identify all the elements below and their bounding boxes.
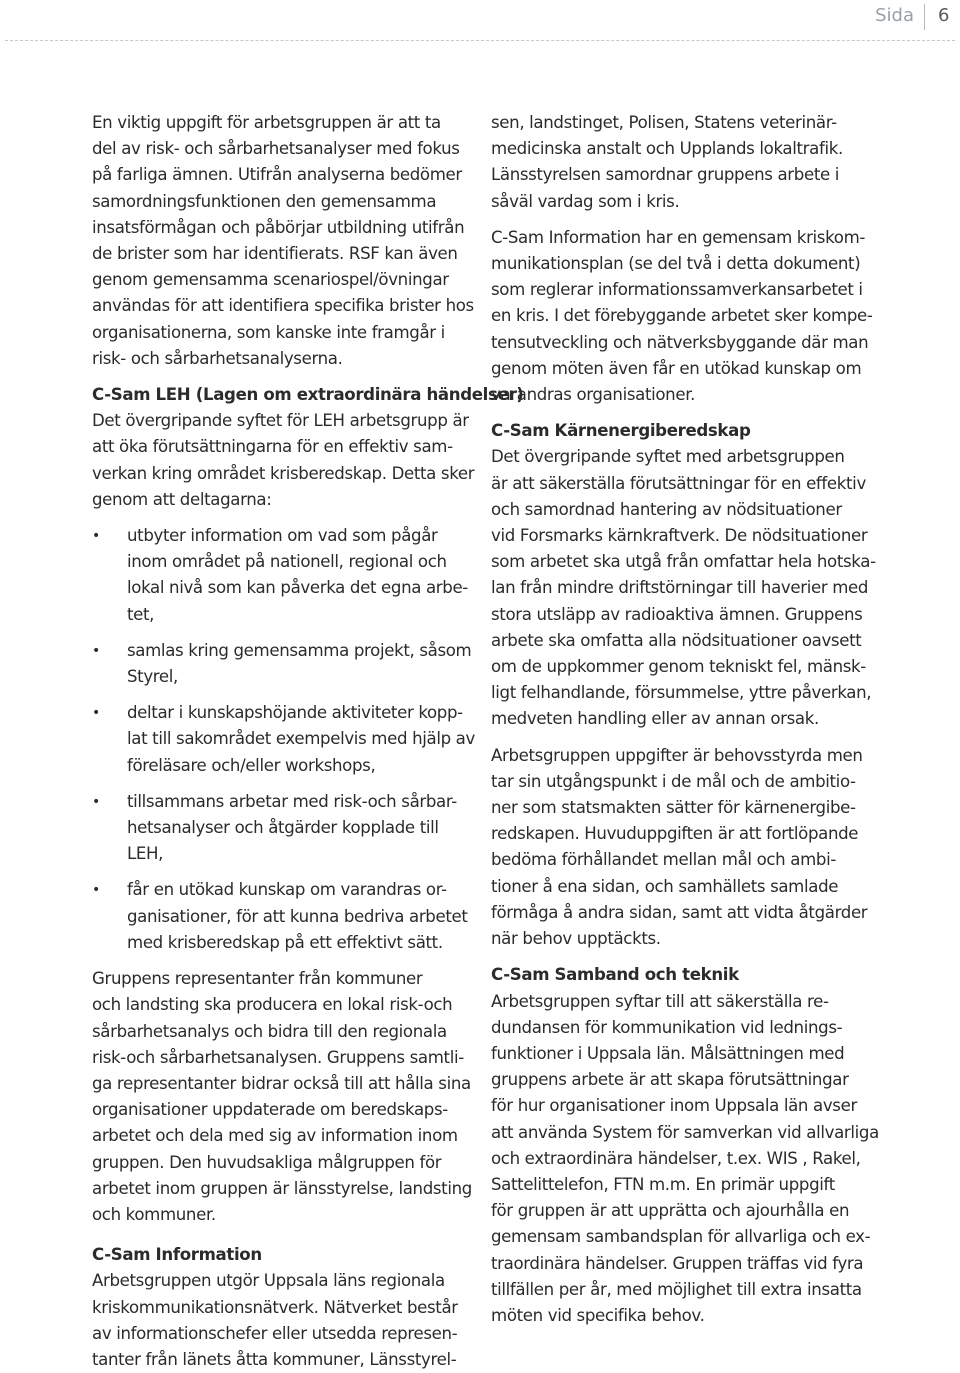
bullet-item bbox=[92, 700, 477, 779]
text-line: risk-och sårbarhetsanalysen. Gruppens samtli- bbox=[92, 1047, 464, 1067]
text-line: gruppens arbete är att skapa förutsättningar bbox=[491, 1070, 849, 1090]
text-line: utbyter information om vad som pågår bbox=[127, 526, 438, 546]
text-line: En viktig uppgift för arbetsgruppen är att ta bbox=[92, 113, 441, 132]
bullet-item bbox=[92, 877, 477, 956]
header-divider bbox=[924, 4, 925, 30]
text-line: sårbarhetsanalys och bidra till den regionala bbox=[92, 1021, 447, 1041]
text-line: möten vid specifika behov. bbox=[491, 1305, 705, 1325]
bullet-item bbox=[92, 638, 477, 690]
text-line: samlas kring gemensamma projekt, såsom bbox=[127, 640, 472, 660]
left-column bbox=[92, 110, 524, 1373]
text-line: sen, landstinget, Polisen, Statens veterinär- bbox=[491, 113, 837, 132]
text-line: som arbetet ska utgå från omfattar hela hotska- bbox=[491, 552, 876, 572]
text-line: om de uppkommer genom tekniskt fel, mänsk- bbox=[491, 657, 866, 677]
leh-paragraph bbox=[92, 408, 477, 513]
text-line: Gruppens representanter från kommuner bbox=[92, 969, 423, 989]
bullet-item bbox=[92, 523, 477, 628]
text-line: när behov upptäckts. bbox=[491, 929, 661, 949]
text-line: ganisationer, för att kunna bedriva arbetet bbox=[127, 906, 468, 926]
text-line: ligt felhandlande, försummelse, yttre påverkan, bbox=[491, 683, 872, 703]
text-line: bedöma förhållandet mellan mål och ambi- bbox=[491, 850, 836, 870]
bullet-mark: • bbox=[92, 705, 100, 722]
text-line: verkan kring området krisberedskap. Detta sker bbox=[92, 463, 475, 483]
text-line: deltar i kunskapshöjande aktiviteter kopp- bbox=[127, 703, 463, 723]
text-line: lokal nivå som kan påverka det egna arbe- bbox=[127, 578, 468, 598]
text-line: samordningsfunktionen den gemensamma bbox=[92, 191, 437, 211]
text-line: arbete ska omfatta alla nödsituationer oavsett bbox=[491, 630, 862, 650]
text-line: C-Sam Information har en gemensam kriskom- bbox=[491, 227, 866, 247]
text-line: LEH, bbox=[127, 844, 164, 864]
text-line: Arbetsgruppen uppgifter är behovsstyrda men bbox=[491, 745, 863, 765]
text-line: tar sin utgångspunkt i de mål och de ambitio- bbox=[491, 771, 856, 791]
karnenergi-paragraph bbox=[491, 444, 876, 732]
text-line: och landsting ska producera en lokal risk-och bbox=[92, 995, 453, 1015]
group-paragraph bbox=[92, 966, 477, 1228]
information-paragraph bbox=[92, 1268, 477, 1373]
text-line: genom att deltagarna: bbox=[92, 489, 272, 509]
text-line: funktioner i Uppsala län. Målsättningen med bbox=[491, 1043, 845, 1063]
text-line: tet, bbox=[127, 604, 155, 624]
text-line: Arbetsgruppen utgör Uppsala läns regionala bbox=[92, 1271, 445, 1291]
text-line: gemensam sambandsplan för allvarliga och ex- bbox=[491, 1227, 871, 1247]
text-line: genom möten även får en utökad kunskap om bbox=[491, 358, 862, 378]
text-line: redskapen. Huvuduppgiften är att fortlöpande bbox=[491, 824, 859, 844]
text-line: för hur organisationer inom Uppsala län avser bbox=[491, 1096, 857, 1116]
text-line: del av risk- och sårbarhetsanalyser med fokus bbox=[92, 139, 460, 159]
text-line: medveten handling eller av annan orsak. bbox=[491, 709, 819, 729]
karnenergi-tasks-paragraph bbox=[491, 743, 876, 953]
text-line: organisationer uppdaterade om beredskaps- bbox=[92, 1100, 448, 1120]
page-number: 6 bbox=[938, 5, 950, 26]
text-line: för gruppen är att upprätta och ajourhålla en bbox=[491, 1201, 850, 1221]
text-line: organisationerna, som kanske inte framgår i bbox=[92, 322, 445, 342]
text-line: såväl vardag som i kris. bbox=[491, 191, 680, 211]
samband-paragraph bbox=[491, 989, 879, 1330]
text-line: stora utsläpp av radioaktiva ämnen. Gruppens bbox=[491, 604, 863, 624]
text-line: av informationschefer eller utsedda represen- bbox=[92, 1323, 458, 1343]
text-line: tioner å ena sidan, och samhällets samlade bbox=[491, 876, 839, 896]
text-line: och extraordinära händelser, t.ex. WIS , Rakel, bbox=[491, 1148, 861, 1168]
text-line: som reglerar informationssamverkansarbetet i bbox=[491, 280, 863, 300]
intro-paragraph bbox=[92, 110, 477, 372]
page-header bbox=[0, 0, 960, 40]
text-line: tanter från länets åtta kommuner, Länsstyrel- bbox=[92, 1349, 457, 1369]
heading-karnenergi: C-Sam Kärnenergiberedskap bbox=[491, 421, 751, 441]
text-line: är att säkerställa förutsättningar för en effektiv bbox=[491, 473, 866, 493]
header-rule bbox=[5, 40, 955, 41]
leh-bullet-list bbox=[92, 523, 477, 956]
crisis-plan-paragraph bbox=[491, 225, 876, 408]
text-line: tillfällen per år, med möjlighet till extra insatta bbox=[491, 1279, 862, 1299]
text-line: får en utökad kunskap om varandras or- bbox=[127, 880, 447, 900]
information-continued-paragraph bbox=[491, 110, 876, 215]
text-line: en kris. I det förebyggande arbetet sker kompe- bbox=[491, 306, 873, 326]
text-line: Länsstyrelsen samordnar gruppens arbete i bbox=[491, 165, 840, 185]
bullet-mark: • bbox=[92, 882, 100, 899]
bullet-mark: • bbox=[92, 528, 100, 545]
text-line: tensutveckling och nätverksbyggande där man bbox=[491, 332, 869, 352]
bullet-item bbox=[92, 789, 477, 868]
heading-information: C-Sam Information bbox=[92, 1245, 262, 1265]
bullet-mark: • bbox=[92, 793, 100, 810]
text-line: varandras organisationer. bbox=[491, 385, 696, 405]
text-line: arbetet inom gruppen är länsstyrelse, landsting bbox=[92, 1178, 472, 1198]
text-line: att använda System för samverkan vid allvarliga bbox=[491, 1122, 879, 1142]
text-line: munikationsplan (se del två i detta dokument) bbox=[491, 254, 861, 274]
text-line: användas för att identifiera specifika brister hos bbox=[92, 296, 474, 316]
text-line: medicinska anstalt och Upplands lokaltrafik. bbox=[491, 139, 843, 159]
text-line: inom området på nationell, regional och bbox=[127, 552, 447, 572]
text-line: kriskommunikationsnätverk. Nätverket består bbox=[92, 1297, 458, 1317]
text-line: Arbetsgruppen syftar till att säkerställa re- bbox=[491, 991, 829, 1011]
text-line: hetsanalyser och åtgärder kopplade till bbox=[127, 818, 439, 838]
heading-samband: C-Sam Samband och teknik bbox=[491, 965, 739, 985]
text-line: att öka förutsättningarna för en effektiv sam- bbox=[92, 437, 453, 457]
bullet-mark: • bbox=[92, 642, 100, 659]
text-line: ner som statsmakten sätter för kärnenergibe- bbox=[491, 798, 856, 818]
text-line: gruppen. Den huvudsakliga målgruppen för bbox=[92, 1152, 442, 1172]
text-line: och samordnad hantering av nödsituationer bbox=[491, 499, 842, 519]
text-line: med krisberedskap på ett effektivt sätt. bbox=[127, 932, 443, 952]
text-line: Sattelittelefon, FTN m.m. En primär uppgift bbox=[491, 1174, 835, 1194]
right-column bbox=[491, 110, 879, 1329]
text-line: traordinära händelser. Gruppen träffas vid fyra bbox=[491, 1253, 864, 1273]
text-line: Styrel, bbox=[127, 667, 178, 687]
text-line: på farliga ämnen. Utifrån analyserna bedömer bbox=[92, 165, 462, 185]
text-line: tillsammans arbetar med risk-och sårbar- bbox=[127, 791, 457, 811]
text-line: ga representanter bidrar också till att hålla sina bbox=[92, 1073, 471, 1093]
text-line: genom gemensamma scenariospel/övningar bbox=[92, 270, 449, 290]
text-line: Det övergripande syftet för LEH arbetsgrupp är bbox=[92, 411, 469, 431]
text-line: och kommuner. bbox=[92, 1204, 216, 1224]
heading-leh: C-Sam LEH (Lagen om extraordinära händelser) bbox=[92, 385, 524, 405]
text-line: risk- och sårbarhetsanalyserna. bbox=[92, 348, 343, 368]
text-line: de brister som har identifierats. RSF kan även bbox=[92, 244, 458, 264]
text-line: lan från mindre driftstörningar till haverier med bbox=[491, 578, 869, 598]
text-line: insatsförmågan och påbörjar utbildning utifrån bbox=[92, 217, 465, 237]
text-line: lat till sakområdet exempelvis med hjälp av bbox=[127, 729, 475, 749]
text-line: dundansen för kommunikation vid lednings- bbox=[491, 1017, 843, 1037]
page-label: Sida bbox=[875, 5, 914, 26]
text-line: förmåga å andra sidan, samt att vidta åtgärder bbox=[491, 902, 868, 922]
text-line: Det övergripande syftet med arbetsgruppen bbox=[491, 447, 845, 467]
text-line: arbetet och dela med sig av information inom bbox=[92, 1126, 458, 1146]
text-line: föreläsare och/eller workshops, bbox=[127, 755, 376, 775]
text-line: vid Forsmarks kärnkraftverk. De nödsituationer bbox=[491, 526, 868, 546]
